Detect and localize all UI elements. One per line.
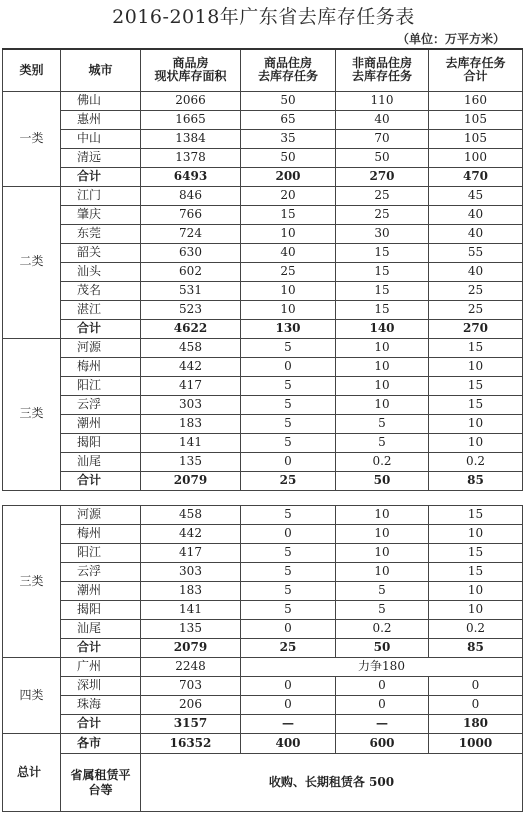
subtotal-value: 130 [241, 319, 336, 338]
city-cell: 各市 [61, 734, 141, 754]
value-cell: 5 [241, 601, 336, 620]
value-cell: 846 [141, 186, 241, 205]
grand-total-value: 600 [336, 734, 429, 754]
city-cell: 潮州 [61, 414, 141, 433]
value-cell: 25 [241, 262, 336, 281]
value-cell: 15 [336, 262, 429, 281]
value-cell: 15 [429, 563, 523, 582]
column-header: 商品房 现状库存面积 [141, 49, 241, 91]
city-cell: 河源 [61, 506, 141, 525]
table-row [3, 281, 523, 300]
value-cell: 417 [141, 376, 241, 395]
column-header: 类别 [3, 49, 61, 91]
value-cell: 105 [429, 110, 523, 129]
platform-text: 收购、长期租赁各 500 [141, 754, 523, 812]
table-row [3, 262, 523, 281]
subtotal-value: 25 [241, 639, 336, 658]
value-cell: 35 [241, 129, 336, 148]
grand-total-value: 400 [241, 734, 336, 754]
value-cell: 630 [141, 243, 241, 262]
value-cell: 0 [241, 620, 336, 639]
city-cell: 中山 [61, 129, 141, 148]
value-cell: 135 [141, 620, 241, 639]
subtotal-value: 85 [429, 471, 523, 490]
value-cell: 30 [336, 224, 429, 243]
table-row [3, 205, 523, 224]
value-cell: 15 [429, 506, 523, 525]
value-cell: 5 [336, 582, 429, 601]
inventory-table-part1 [2, 48, 523, 491]
value-cell: 50 [241, 91, 336, 110]
subtotal-row [3, 639, 523, 658]
value-cell: 602 [141, 262, 241, 281]
subtotal-row [3, 167, 523, 186]
value-cell: 40 [241, 243, 336, 262]
value-cell: 10 [336, 357, 429, 376]
value-cell: 5 [241, 433, 336, 452]
value-cell: 25 [336, 205, 429, 224]
subtotal-value: — [241, 715, 336, 734]
value-cell: 0 [336, 677, 429, 696]
platform-row [3, 754, 523, 812]
value-cell: 458 [141, 506, 241, 525]
value-cell: 5 [241, 376, 336, 395]
subtotal-value: 140 [336, 319, 429, 338]
value-cell: 15 [336, 243, 429, 262]
table-row [3, 696, 523, 715]
value-cell: 5 [241, 506, 336, 525]
value-cell: 10 [429, 582, 523, 601]
grand-total-value: 16352 [141, 734, 241, 754]
value-cell: 0 [336, 696, 429, 715]
subtotal-value: — [336, 715, 429, 734]
city-cell: 梅州 [61, 357, 141, 376]
city-cell: 梅州 [61, 525, 141, 544]
subtotal-value: 25 [241, 471, 336, 490]
city-cell: 东莞 [61, 224, 141, 243]
value-cell: 15 [241, 205, 336, 224]
city-cell: 河源 [61, 338, 141, 357]
city-cell: 阳江 [61, 544, 141, 563]
city-cell: 揭阳 [61, 601, 141, 620]
value-cell: 5 [241, 544, 336, 563]
value-cell: 303 [141, 563, 241, 582]
table-row [3, 677, 523, 696]
value-cell: 100 [429, 148, 523, 167]
subtotal-value: 2079 [141, 471, 241, 490]
grand-total-value: 1000 [429, 734, 523, 754]
subtotal-label: 合计 [61, 319, 141, 338]
city-cell: 韶关 [61, 243, 141, 262]
city-cell: 潮州 [61, 582, 141, 601]
value-cell: 5 [241, 414, 336, 433]
value-cell: 766 [141, 205, 241, 224]
value-cell: 40 [429, 224, 523, 243]
value-cell: 135 [141, 452, 241, 471]
table-row [3, 582, 523, 601]
city-cell: 珠海 [61, 696, 141, 715]
table-row [3, 525, 523, 544]
value-cell: 10 [336, 395, 429, 414]
city-cell: 汕尾 [61, 452, 141, 471]
value-cell: 442 [141, 525, 241, 544]
value-cell: 160 [429, 91, 523, 110]
subtotal-value: 50 [336, 471, 429, 490]
page-title: 2016-2018年广东省去库存任务表 [112, 6, 415, 28]
value-cell: 15 [429, 376, 523, 395]
value-cell: 10 [336, 376, 429, 395]
platform-label: 省属租赁平台等 [61, 754, 141, 812]
subtotal-value: 2079 [141, 639, 241, 658]
subtotal-value: 50 [336, 639, 429, 658]
value-cell: 0 [241, 696, 336, 715]
category-cell: 二类 [3, 186, 61, 338]
subtotal-row [3, 319, 523, 338]
value-cell: 1384 [141, 129, 241, 148]
table-row [3, 620, 523, 639]
city-cell: 佛山 [61, 91, 141, 110]
table-row [3, 148, 523, 167]
column-header: 去库存任务 合计 [429, 49, 523, 91]
value-cell: 15 [336, 281, 429, 300]
value-cell: 10 [336, 525, 429, 544]
table-row [3, 414, 523, 433]
value-cell: 50 [241, 148, 336, 167]
value-cell: 10 [336, 544, 429, 563]
table-row [3, 338, 523, 357]
table-row [3, 357, 523, 376]
value-cell: 55 [429, 243, 523, 262]
subtotal-value: 270 [429, 319, 523, 338]
value-cell: 2066 [141, 91, 241, 110]
value-cell: 10 [429, 601, 523, 620]
value-cell: 5 [336, 433, 429, 452]
inventory-table-part2 [2, 505, 523, 812]
value-cell: 5 [241, 338, 336, 357]
column-header: 非商品住房 去库存任务 [336, 49, 429, 91]
value-cell: 1378 [141, 148, 241, 167]
value-cell: 0 [429, 696, 523, 715]
value-cell: 458 [141, 338, 241, 357]
city-cell: 湛江 [61, 300, 141, 319]
merged-task-cell: 力争180 [241, 658, 523, 677]
value-cell: 0 [429, 677, 523, 696]
table-row [3, 544, 523, 563]
city-cell: 清远 [61, 148, 141, 167]
subtotal-value: 4622 [141, 319, 241, 338]
subtotal-value: 6493 [141, 167, 241, 186]
city-cell: 汕尾 [61, 620, 141, 639]
table-row [3, 563, 523, 582]
value-cell: 141 [141, 433, 241, 452]
value-cell: 10 [429, 433, 523, 452]
value-cell: 25 [429, 281, 523, 300]
city-cell: 广州 [61, 658, 141, 677]
value-cell: 15 [429, 395, 523, 414]
category-cell: 三类 [3, 506, 61, 658]
subtotal-row [3, 471, 523, 490]
value-cell: 10 [336, 338, 429, 357]
value-cell: 5 [241, 563, 336, 582]
value-cell: 25 [429, 300, 523, 319]
value-cell: 0.2 [336, 620, 429, 639]
table-row [3, 91, 523, 110]
value-cell: 523 [141, 300, 241, 319]
city-cell: 云浮 [61, 563, 141, 582]
category-cell: 三类 [3, 338, 61, 490]
value-cell: 45 [429, 186, 523, 205]
grand-total-label: 总计 [3, 734, 61, 812]
value-cell: 15 [429, 338, 523, 357]
table-row [3, 433, 523, 452]
subtotal-value: 3157 [141, 715, 241, 734]
value-cell: 724 [141, 224, 241, 243]
category-cell: 四类 [3, 658, 61, 734]
value-cell: 110 [336, 91, 429, 110]
value-cell: 0 [241, 452, 336, 471]
table-row [3, 452, 523, 471]
value-cell: 15 [336, 300, 429, 319]
value-cell: 1665 [141, 110, 241, 129]
subtotal-label: 合计 [61, 167, 141, 186]
value-cell: 40 [336, 110, 429, 129]
subtotal-value: 85 [429, 639, 523, 658]
value-cell: 531 [141, 281, 241, 300]
subtotal-row [3, 715, 523, 734]
value-cell: 303 [141, 395, 241, 414]
city-cell: 云浮 [61, 395, 141, 414]
value-cell: 5 [336, 601, 429, 620]
value-cell: 2248 [141, 658, 241, 677]
unit-note: （单位：万平方米） [396, 32, 505, 46]
value-cell: 0 [241, 357, 336, 376]
table-row [3, 601, 523, 620]
value-cell: 5 [241, 395, 336, 414]
value-cell: 141 [141, 601, 241, 620]
value-cell: 183 [141, 414, 241, 433]
table-row [3, 224, 523, 243]
value-cell: 0 [241, 677, 336, 696]
value-cell: 206 [141, 696, 241, 715]
value-cell: 40 [429, 262, 523, 281]
subtotal-label: 合计 [61, 471, 141, 490]
value-cell: 10 [429, 525, 523, 544]
city-cell: 江门 [61, 186, 141, 205]
table-row [3, 129, 523, 148]
value-cell: 40 [429, 205, 523, 224]
value-cell: 105 [429, 129, 523, 148]
grand-total-row [3, 734, 523, 754]
table-row [3, 658, 523, 677]
value-cell: 50 [336, 148, 429, 167]
table-row [3, 110, 523, 129]
value-cell: 10 [336, 506, 429, 525]
subtotal-value: 200 [241, 167, 336, 186]
value-cell: 442 [141, 357, 241, 376]
subtotal-value: 270 [336, 167, 429, 186]
value-cell: 10 [241, 224, 336, 243]
value-cell: 703 [141, 677, 241, 696]
value-cell: 70 [336, 129, 429, 148]
value-cell: 65 [241, 110, 336, 129]
city-cell: 阳江 [61, 376, 141, 395]
value-cell: 417 [141, 544, 241, 563]
subtotal-label: 合计 [61, 715, 141, 734]
value-cell: 10 [336, 563, 429, 582]
category-cell: 一类 [3, 91, 61, 186]
value-cell: 183 [141, 582, 241, 601]
table-header-row [3, 49, 523, 91]
value-cell: 5 [336, 414, 429, 433]
table-row [3, 376, 523, 395]
table-row [3, 300, 523, 319]
table-row [3, 506, 523, 525]
city-cell: 深圳 [61, 677, 141, 696]
value-cell: 10 [241, 300, 336, 319]
city-cell: 惠州 [61, 110, 141, 129]
value-cell: 10 [429, 414, 523, 433]
value-cell: 20 [241, 186, 336, 205]
city-cell: 茂名 [61, 281, 141, 300]
city-cell: 汕头 [61, 262, 141, 281]
column-header: 商品住房 去库存任务 [241, 49, 336, 91]
subtotal-value: 180 [429, 715, 523, 734]
value-cell: 10 [429, 357, 523, 376]
city-cell: 揭阳 [61, 433, 141, 452]
value-cell: 25 [336, 186, 429, 205]
value-cell: 15 [429, 544, 523, 563]
city-cell: 肇庆 [61, 205, 141, 224]
subtotal-label: 合计 [61, 639, 141, 658]
value-cell: 0 [241, 525, 336, 544]
table-row [3, 186, 523, 205]
value-cell: 0.2 [429, 452, 523, 471]
value-cell: 0.2 [429, 620, 523, 639]
value-cell: 10 [241, 281, 336, 300]
subtotal-value: 470 [429, 167, 523, 186]
table-row [3, 395, 523, 414]
table-row [3, 243, 523, 262]
value-cell: 5 [241, 582, 336, 601]
column-header: 城市 [61, 49, 141, 91]
value-cell: 0.2 [336, 452, 429, 471]
